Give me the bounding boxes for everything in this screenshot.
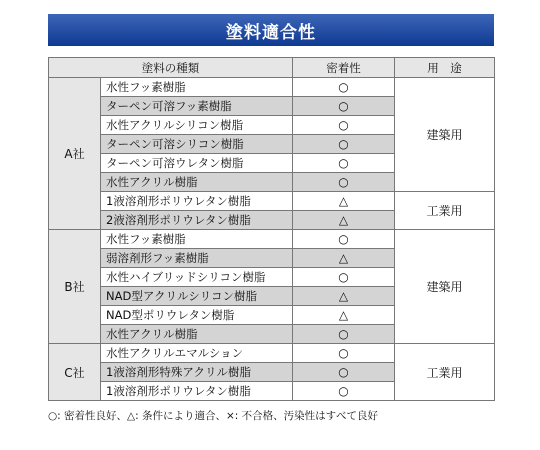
page-title: 塗料適合性 [226,22,316,43]
table-row [49,78,495,97]
usage-cell: 工業用 [395,344,495,401]
paint-name: 1液溶剤形特殊アクリル樹脂 [101,363,293,382]
company-cell-c: C社 [49,344,101,401]
adhesion-mark: ○ [293,97,395,116]
paint-name: 水性ハイブリッドシリコン樹脂 [101,268,293,287]
company-cell-b: B社 [49,230,101,344]
header-usage: 用 途 [395,58,495,78]
table-row [49,230,495,249]
header-adhesion: 密着性 [293,58,395,78]
legend-footnote: ○: 密着性良好、△: 条件により適合、×: 不合格、汚染性はすべて良好 [48,410,378,422]
adhesion-mark: ○ [293,154,395,173]
paint-name: 1液溶剤形ポリウレタン樹脂 [101,382,293,401]
usage-cell: 建築用 [395,230,495,344]
paint-name: 弱溶剤形フッ素樹脂 [101,249,293,268]
adhesion-mark: ○ [293,116,395,135]
paint-name: 水性フッ素樹脂 [101,78,293,97]
adhesion-mark: ○ [293,363,395,382]
adhesion-mark: ○ [293,135,395,154]
adhesion-mark: △ [293,287,395,306]
adhesion-mark: ○ [293,173,395,192]
adhesion-mark: ○ [293,268,395,287]
title-banner [48,14,494,46]
paint-name: ターペン可溶ウレタン樹脂 [101,154,293,173]
compatibility-table [48,57,495,401]
paint-name: 水性アクリル樹脂 [101,325,293,344]
header-paint-type: 塗料の種類 [49,58,293,78]
header-row [49,58,495,78]
paint-name: 水性アクリル樹脂 [101,173,293,192]
paint-name: ターペン可溶フッ素樹脂 [101,97,293,116]
adhesion-mark: △ [293,192,395,211]
adhesion-mark: △ [293,249,395,268]
paint-name: 1液溶剤形ポリウレタン樹脂 [101,192,293,211]
table-row [49,192,495,211]
paint-name: NAD型ポリウレタン樹脂 [101,306,293,325]
usage-cell: 建築用 [395,78,495,192]
adhesion-mark: ○ [293,78,395,97]
adhesion-mark: ○ [293,382,395,401]
paint-name: 水性フッ素樹脂 [101,230,293,249]
adhesion-mark: △ [293,306,395,325]
company-cell-a: A社 [49,78,101,230]
usage-cell: 工業用 [395,192,495,230]
paint-name: NAD型アクリルシリコン樹脂 [101,287,293,306]
paint-name: 2液溶剤形ポリウレタン樹脂 [101,211,293,230]
adhesion-mark: ○ [293,344,395,363]
paint-name: 水性アクリルエマルション [101,344,293,363]
paint-name: 水性アクリルシリコン樹脂 [101,116,293,135]
table-row [49,344,495,363]
adhesion-mark: ○ [293,230,395,249]
adhesion-mark: △ [293,211,395,230]
paint-name: ターペン可溶シリコン樹脂 [101,135,293,154]
adhesion-mark: ○ [293,325,395,344]
